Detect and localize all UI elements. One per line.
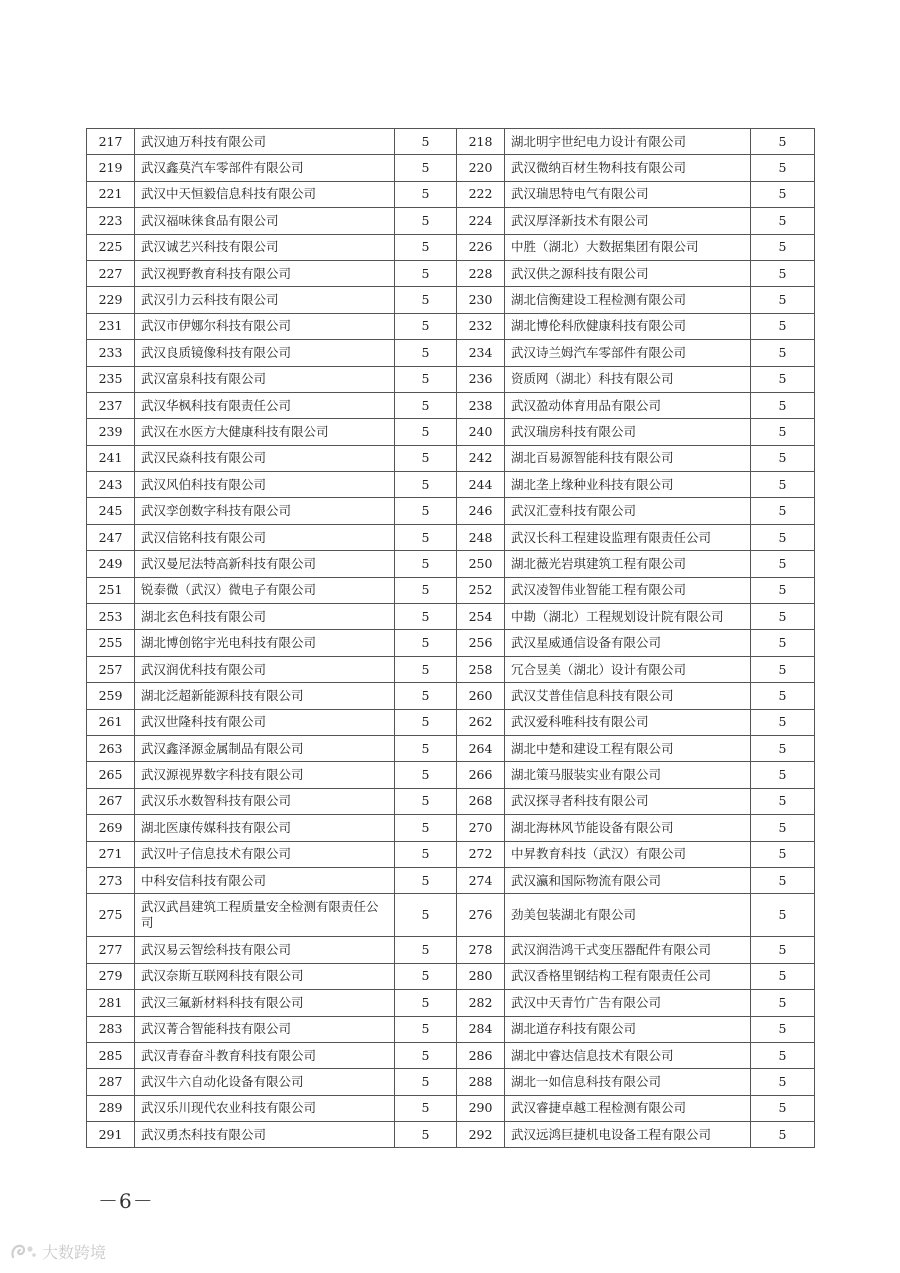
left-company-cell: 武汉华枫科技有限责任公司 [135,392,395,418]
right-score-cell: 5 [751,472,815,498]
right-number-cell: 264 [457,735,505,761]
right-score-cell: 5 [751,1095,815,1121]
left-score-cell: 5 [395,129,457,155]
watermark-logo-icon [10,1242,38,1262]
left-company-cell: 武汉信铭科技有限公司 [135,524,395,550]
right-company-cell: 武汉中天青竹广告有限公司 [505,990,751,1016]
right-number-cell: 240 [457,419,505,445]
right-company-cell: 武汉诗兰姆汽车零部件有限公司 [505,340,751,366]
right-score-cell: 5 [751,963,815,989]
left-score-cell: 5 [395,630,457,656]
right-company-cell: 资质网（湖北）科技有限公司 [505,366,751,392]
table-row [87,867,815,893]
right-score-cell: 5 [751,524,815,550]
left-company-cell: 锐泰微（武汉）微电子有限公司 [135,577,395,603]
right-score-cell: 5 [751,155,815,181]
right-score-cell: 5 [751,709,815,735]
left-company-cell: 湖北博创铭宇光电科技有限公司 [135,630,395,656]
left-score-cell: 5 [395,287,457,313]
left-company-cell: 武汉富泉科技有限公司 [135,366,395,392]
right-company-cell: 湖北海林风节能设备有限公司 [505,815,751,841]
left-number-cell: 255 [87,630,135,656]
right-number-cell: 250 [457,551,505,577]
right-score-cell: 5 [751,762,815,788]
left-company-cell: 武汉鑫莫汽车零部件有限公司 [135,155,395,181]
left-score-cell: 5 [395,604,457,630]
right-company-cell: 武汉探寻者科技有限公司 [505,788,751,814]
left-number-cell: 253 [87,604,135,630]
right-score-cell: 5 [751,340,815,366]
left-company-cell: 武汉三氟新材料科技有限公司 [135,990,395,1016]
right-company-cell: 武汉远鸿巨捷机电设备工程有限公司 [505,1122,751,1148]
right-number-cell: 248 [457,524,505,550]
right-company-cell: 湖北博伦科欣健康科技有限公司 [505,313,751,339]
left-score-cell: 5 [395,577,457,603]
left-score-cell: 5 [395,498,457,524]
left-number-cell: 285 [87,1042,135,1068]
table-row [87,392,815,418]
left-score-cell: 5 [395,1095,457,1121]
right-company-cell: 中胜（湖北）大数据集团有限公司 [505,234,751,260]
right-number-cell: 282 [457,990,505,1016]
left-number-cell: 229 [87,287,135,313]
right-number-cell: 276 [457,894,505,937]
right-score-cell: 5 [751,287,815,313]
right-number-cell: 284 [457,1016,505,1042]
table-row [87,709,815,735]
right-score-cell: 5 [751,445,815,471]
left-score-cell: 5 [395,894,457,937]
left-score-cell: 5 [395,260,457,286]
left-company-cell: 武汉孪创数字科技有限公司 [135,498,395,524]
left-score-cell: 5 [395,1122,457,1148]
left-score-cell: 5 [395,1016,457,1042]
left-number-cell: 227 [87,260,135,286]
right-number-cell: 234 [457,340,505,366]
left-number-cell: 283 [87,1016,135,1042]
left-company-cell: 武汉乐水数智科技有限公司 [135,788,395,814]
right-score-cell: 5 [751,392,815,418]
right-number-cell: 280 [457,963,505,989]
table-row [87,287,815,313]
right-company-cell: 中昇教育科技（武汉）有限公司 [505,841,751,867]
left-score-cell: 5 [395,815,457,841]
left-company-cell: 武汉市伊娜尔科技有限公司 [135,313,395,339]
table-row [87,340,815,366]
right-number-cell: 236 [457,366,505,392]
left-number-cell: 243 [87,472,135,498]
left-number-cell: 265 [87,762,135,788]
left-number-cell: 223 [87,208,135,234]
right-company-cell: 武汉润浩鸿干式变压器配件有限公司 [505,937,751,963]
left-company-cell: 武汉奈斯互联网科技有限公司 [135,963,395,989]
right-company-cell: 湖北明宇世纪电力设计有限公司 [505,129,751,155]
table-row [87,1095,815,1121]
right-company-cell: 中勘（湖北）工程规划设计院有限公司 [505,604,751,630]
table-row [87,735,815,761]
left-company-cell: 武汉勇杰科技有限公司 [135,1122,395,1148]
right-score-cell: 5 [751,604,815,630]
right-number-cell: 220 [457,155,505,181]
right-company-cell: 武汉供之源科技有限公司 [505,260,751,286]
table-row [87,208,815,234]
right-score-cell: 5 [751,990,815,1016]
left-number-cell: 231 [87,313,135,339]
right-number-cell: 246 [457,498,505,524]
right-number-cell: 292 [457,1122,505,1148]
left-number-cell: 279 [87,963,135,989]
left-score-cell: 5 [395,472,457,498]
right-score-cell: 5 [751,735,815,761]
left-number-cell: 217 [87,129,135,155]
left-company-cell: 中科安信科技有限公司 [135,867,395,893]
left-number-cell: 251 [87,577,135,603]
right-company-cell: 武汉艾普佳信息科技有限公司 [505,683,751,709]
right-score-cell: 5 [751,1069,815,1095]
table-row [87,604,815,630]
left-company-cell: 武汉迪万科技有限公司 [135,129,395,155]
left-score-cell: 5 [395,524,457,550]
left-score-cell: 5 [395,419,457,445]
right-number-cell: 256 [457,630,505,656]
right-score-cell: 5 [751,894,815,937]
right-number-cell: 266 [457,762,505,788]
table-row [87,577,815,603]
right-company-cell: 武汉汇壹科技有限公司 [505,498,751,524]
right-company-cell: 武汉厚泽新技术有限公司 [505,208,751,234]
left-score-cell: 5 [395,709,457,735]
right-company-cell: 武汉凌智伟业智能工程有限公司 [505,577,751,603]
table-row [87,260,815,286]
right-score-cell: 5 [751,788,815,814]
left-score-cell: 5 [395,683,457,709]
left-score-cell: 5 [395,937,457,963]
left-number-cell: 245 [87,498,135,524]
right-number-cell: 222 [457,181,505,207]
right-company-cell: 武汉香格里钢结构工程有限责任公司 [505,963,751,989]
table-row [87,1042,815,1068]
right-score-cell: 5 [751,867,815,893]
left-number-cell: 273 [87,867,135,893]
right-number-cell: 258 [457,656,505,682]
left-company-cell: 武汉青春奋斗教育科技有限公司 [135,1042,395,1068]
right-number-cell: 218 [457,129,505,155]
left-number-cell: 225 [87,234,135,260]
left-score-cell: 5 [395,963,457,989]
table-row [87,551,815,577]
right-number-cell: 278 [457,937,505,963]
left-company-cell: 武汉武昌建筑工程质量安全检测有限责任公司 [135,894,395,937]
right-score-cell: 5 [751,1042,815,1068]
left-number-cell: 247 [87,524,135,550]
left-score-cell: 5 [395,366,457,392]
right-company-cell: 武汉星威通信设备有限公司 [505,630,751,656]
left-number-cell: 267 [87,788,135,814]
left-company-cell: 武汉易云智绘科技有限公司 [135,937,395,963]
right-score-cell: 5 [751,577,815,603]
table-row [87,472,815,498]
left-number-cell: 241 [87,445,135,471]
right-company-cell: 湖北百易源智能科技有限公司 [505,445,751,471]
right-company-cell: 湖北信衡建设工程检测有限公司 [505,287,751,313]
right-number-cell: 290 [457,1095,505,1121]
table-row [87,762,815,788]
right-company-cell: 武汉长科工程建设监理有限责任公司 [505,524,751,550]
left-company-cell: 武汉视野教育科技有限公司 [135,260,395,286]
left-score-cell: 5 [395,208,457,234]
left-score-cell: 5 [395,990,457,1016]
right-score-cell: 5 [751,656,815,682]
left-number-cell: 271 [87,841,135,867]
right-number-cell: 242 [457,445,505,471]
right-number-cell: 274 [457,867,505,893]
company-roster-table [86,128,815,1148]
table-row [87,419,815,445]
left-company-cell: 湖北泛超新能源科技有限公司 [135,683,395,709]
right-number-cell: 252 [457,577,505,603]
table-row [87,524,815,550]
left-number-cell: 259 [87,683,135,709]
right-company-cell: 湖北策马服装实业有限公司 [505,762,751,788]
right-company-cell: 湖北道存科技有限公司 [505,1016,751,1042]
left-number-cell: 221 [87,181,135,207]
left-number-cell: 235 [87,366,135,392]
watermark-text: 大数跨境 [42,1243,107,1262]
left-number-cell: 277 [87,937,135,963]
right-number-cell: 268 [457,788,505,814]
watermark [10,1240,106,1263]
right-score-cell: 5 [751,937,815,963]
right-company-cell: 劲美包装湖北有限公司 [505,894,751,937]
table-row [87,445,815,471]
left-score-cell: 5 [395,867,457,893]
right-score-cell: 5 [751,419,815,445]
table-row [87,155,815,181]
table-row [87,937,815,963]
right-company-cell: 冗合昱美（湖北）设计有限公司 [505,656,751,682]
right-number-cell: 232 [457,313,505,339]
left-number-cell: 281 [87,990,135,1016]
right-number-cell: 270 [457,815,505,841]
table-row [87,498,815,524]
table-row [87,656,815,682]
right-score-cell: 5 [751,1016,815,1042]
table-row [87,313,815,339]
left-score-cell: 5 [395,788,457,814]
left-company-cell: 武汉中天恒毅信息科技有限公司 [135,181,395,207]
right-number-cell: 244 [457,472,505,498]
left-number-cell: 257 [87,656,135,682]
table-row [87,990,815,1016]
left-score-cell: 5 [395,234,457,260]
right-number-cell: 262 [457,709,505,735]
right-score-cell: 5 [751,1122,815,1148]
right-company-cell: 武汉盈动体育用品有限公司 [505,392,751,418]
left-company-cell: 武汉鑫泽源金属制品有限公司 [135,735,395,761]
right-score-cell: 5 [751,683,815,709]
left-company-cell: 武汉民焱科技有限公司 [135,445,395,471]
left-company-cell: 武汉叶子信息技术有限公司 [135,841,395,867]
table-row [87,788,815,814]
table-row [87,1069,815,1095]
right-number-cell: 238 [457,392,505,418]
page-number: －6－ [98,1189,154,1213]
table-row [87,129,815,155]
left-company-cell: 武汉诚艺兴科技有限公司 [135,234,395,260]
left-score-cell: 5 [395,340,457,366]
left-number-cell: 233 [87,340,135,366]
left-number-cell: 219 [87,155,135,181]
left-score-cell: 5 [395,735,457,761]
left-company-cell: 武汉福味徕食品有限公司 [135,208,395,234]
table-row [87,1122,815,1148]
right-score-cell: 5 [751,630,815,656]
right-company-cell: 武汉瑞思特电气有限公司 [505,181,751,207]
left-score-cell: 5 [395,1069,457,1095]
left-company-cell: 武汉引力云科技有限公司 [135,287,395,313]
right-number-cell: 286 [457,1042,505,1068]
roster-body [87,129,815,1148]
right-score-cell: 5 [751,313,815,339]
right-number-cell: 224 [457,208,505,234]
table-row [87,366,815,392]
right-number-cell: 288 [457,1069,505,1095]
right-company-cell: 湖北垄上缘种业科技有限公司 [505,472,751,498]
left-number-cell: 287 [87,1069,135,1095]
left-number-cell: 289 [87,1095,135,1121]
left-number-cell: 291 [87,1122,135,1148]
right-score-cell: 5 [751,208,815,234]
left-company-cell: 武汉良质镜像科技有限公司 [135,340,395,366]
right-score-cell: 5 [751,551,815,577]
left-company-cell: 湖北医康传媒科技有限公司 [135,815,395,841]
left-score-cell: 5 [395,155,457,181]
left-company-cell: 武汉牛六自动化设备有限公司 [135,1069,395,1095]
right-score-cell: 5 [751,234,815,260]
left-score-cell: 5 [395,181,457,207]
left-company-cell: 武汉曼尼法特高新科技有限公司 [135,551,395,577]
left-number-cell: 249 [87,551,135,577]
left-score-cell: 5 [395,551,457,577]
right-score-cell: 5 [751,129,815,155]
left-score-cell: 5 [395,762,457,788]
right-company-cell: 湖北中楚和建设工程有限公司 [505,735,751,761]
right-company-cell: 武汉微纳百材生物科技有限公司 [505,155,751,181]
right-score-cell: 5 [751,498,815,524]
right-company-cell: 武汉睿捷卓越工程检测有限公司 [505,1095,751,1121]
table-row [87,1016,815,1042]
table-row [87,683,815,709]
left-number-cell: 261 [87,709,135,735]
table-row [87,234,815,260]
table-row [87,815,815,841]
left-score-cell: 5 [395,445,457,471]
right-number-cell: 230 [457,287,505,313]
right-company-cell: 武汉爱科唯科技有限公司 [505,709,751,735]
right-company-cell: 湖北一如信息科技有限公司 [505,1069,751,1095]
left-score-cell: 5 [395,841,457,867]
table-row [87,894,815,937]
right-number-cell: 260 [457,683,505,709]
table-row [87,181,815,207]
left-number-cell: 239 [87,419,135,445]
right-number-cell: 272 [457,841,505,867]
right-score-cell: 5 [751,815,815,841]
right-number-cell: 226 [457,234,505,260]
table-row [87,841,815,867]
left-company-cell: 武汉菁合智能科技有限公司 [135,1016,395,1042]
left-company-cell: 武汉乐川现代农业科技有限公司 [135,1095,395,1121]
left-company-cell: 武汉润优科技有限公司 [135,656,395,682]
left-number-cell: 275 [87,894,135,937]
left-number-cell: 269 [87,815,135,841]
right-score-cell: 5 [751,366,815,392]
left-number-cell: 237 [87,392,135,418]
left-company-cell: 武汉风伯科技有限公司 [135,472,395,498]
table-row [87,963,815,989]
left-company-cell: 湖北玄色科技有限公司 [135,604,395,630]
right-score-cell: 5 [751,841,815,867]
right-number-cell: 228 [457,260,505,286]
right-score-cell: 5 [751,260,815,286]
left-company-cell: 武汉在水医方大健康科技有限公司 [135,419,395,445]
right-company-cell: 武汉瑞房科技有限公司 [505,419,751,445]
left-score-cell: 5 [395,313,457,339]
right-number-cell: 254 [457,604,505,630]
left-company-cell: 武汉世隆科技有限公司 [135,709,395,735]
table-row [87,630,815,656]
left-number-cell: 263 [87,735,135,761]
right-company-cell: 武汉瀛和国际物流有限公司 [505,867,751,893]
left-score-cell: 5 [395,392,457,418]
right-company-cell: 湖北薇光岩琪建筑工程有限公司 [505,551,751,577]
left-score-cell: 5 [395,1042,457,1068]
right-score-cell: 5 [751,181,815,207]
right-company-cell: 湖北中睿达信息技术有限公司 [505,1042,751,1068]
left-company-cell: 武汉源视界数字科技有限公司 [135,762,395,788]
left-score-cell: 5 [395,656,457,682]
